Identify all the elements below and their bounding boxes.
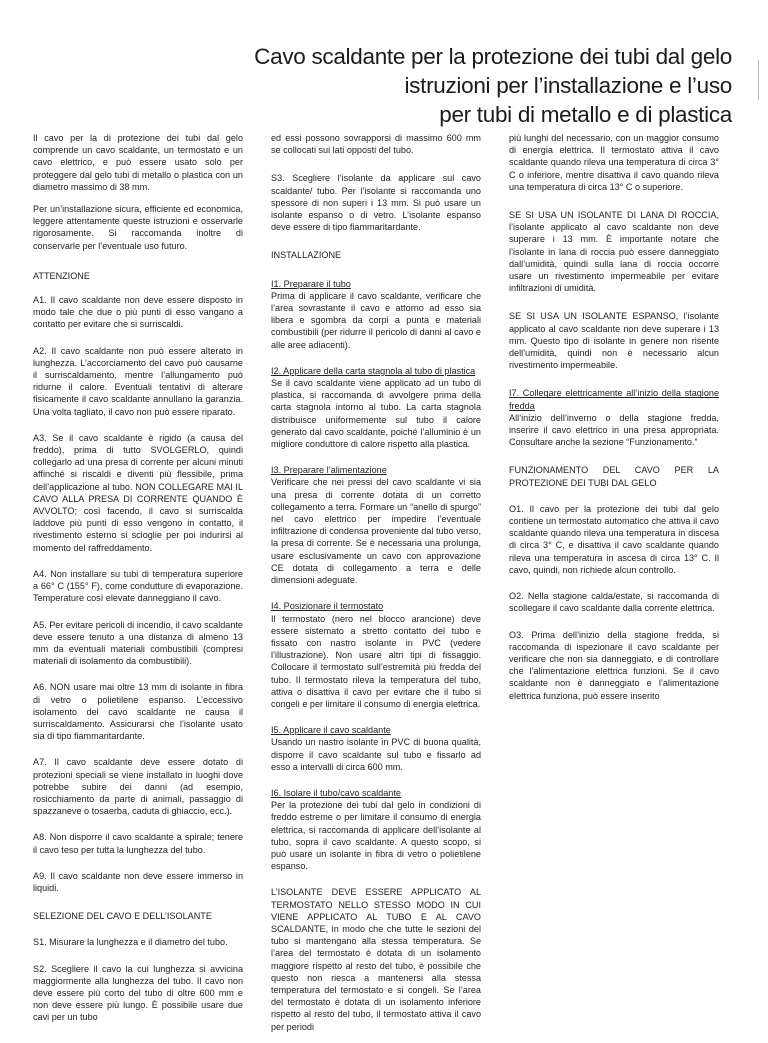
step-i4 xyxy=(271,600,481,710)
step-i2-text: Se il cavo scaldante viene applicato ad un tubo di plastica, si raccomanda di avvolgere prima della carta stagnola intorno al tubo. La carta stagnola distribuisce uniformemente sul tubo il calore generato dal cavo scaldante, poiché l’alluminio è un migliore conduttore di calore rispetto alla plastica. xyxy=(271,378,481,450)
step-i7-text: All’inizio dell’inverno o della stagione fredda, inserire il cavo elettrico in una presa appropriata. Consultare anche la sezione “Funzionamento.” xyxy=(509,412,719,448)
warning-a7: A7. Il cavo scaldante deve essere dotato di protezioni speciali se viene installato in luoghi dove potrebbe subire dei danni (ad esempio, rosicchiamento da parte di animali, passaggio di spazzaneve o tosaerba, caduta di ghiaccio, ecc.). xyxy=(33,757,243,817)
operation-o2: O2. Nella stagione calda/estate, si raccomanda di scollegare il cavo scaldante dalla corrente elettrica. xyxy=(509,591,719,614)
step-s1: S1. Misurare la lunghezza e il diametro del tubo. xyxy=(33,937,228,948)
step-i3-text: Verificare che nei pressi del cavo scaldante vi sia una presa di corrente dotata di un corretto collegamento a terra. Formare un “anello di spurgo” nel cavo elettrico per impedire l’eventuale infiltrazione di condensa proveniente dal tubo verso, la presa di corrente. Se è necessaria una prolunga, usare esclusivamente un cavo con approvazione CE dotata di collegamento a terra e delle dimensioni adeguate. xyxy=(271,477,481,586)
step-i5 xyxy=(271,724,481,773)
title-line-2: istruzioni per l’installazione e l’uso xyxy=(404,73,732,98)
title-line-1: Cavo scaldante per la protezione dei tubi dal gelo xyxy=(254,44,732,69)
step-i7-title: I7. Collegare elettricamente all’inizio della stagione fredda xyxy=(509,388,719,411)
continued-paragraph: ed essi possono sovrapporsi di massimo 600 mm se collocati sui lati opposti del tubo. xyxy=(271,133,481,156)
warning-a5: A5. Per evitare pericoli di incendio, il cavo scaldante deve essere tenuto a una distanza di almeno 13 mm da eventuali materiali combustibili (compresi materiali di isolamento da combustibili). xyxy=(33,619,243,667)
section-heading-installazione: INSTALLAZIONE xyxy=(271,250,342,261)
step-i3-title: I3. Preparare l’alimentazione xyxy=(271,465,387,476)
title-line-3: per tubi di metallo e di plastica xyxy=(439,102,732,127)
step-i6 xyxy=(271,787,481,872)
section-heading-attenzione: ATTENZIONE xyxy=(33,270,90,281)
warning-a2: A2. Il cavo scaldante non può essere alterato in lunghezza. L’accorciamento del cavo può causarne il surriscaldamento, mentre l’allungamento può ridurne il calore. Eventuali tentativi di alterare fisicamente il cavo scaldante annullano la garanzia. Una volta tagliato, il cavo non può essere riparato. xyxy=(33,345,243,417)
step-i6-text: Per la protezione dei tubi dal gelo in condizioni di freddo estreme o per limitare il consumo di energia elettrica, si raccomanda di applicare dell’isolante al tubo, sopra il cavo scaldante. A questo scopo, si può usare un isolante in fibra di vetro o polietilene espanso. xyxy=(271,800,481,872)
step-i6-title: I6. Isolare il tubo/cavo scaldante xyxy=(271,787,401,798)
warning-a8: A8. Non disporre il cavo scaldante a spirale; tenere il cavo teso per tutta la lunghezza del tubo. xyxy=(33,832,243,855)
step-i2 xyxy=(271,365,481,450)
step-i5-title: I5. Applicare il cavo scaldante xyxy=(271,725,391,736)
step-i1-title: I1. Preparare il tubo xyxy=(271,278,351,289)
step-i2-title: I2. Applicare della carta stagnola al tubo di plastica xyxy=(271,365,476,376)
step-i4-text: Il termostato (nero nel blocco arancione) deve essere sistemato a stretto contatto del tubo e fissato con nastro isolante in PVC (vedere l’illustrazione). Non usare altri tipi di fissaggio. Collocare il termostato sull’estremità più fredda del tubo. Il termostato rileva la temperatura del tubo, attiva o disattiva il cavo per evitare che il tubo si congeli e per limitare il consumo di energia elettrica. xyxy=(271,613,481,709)
step-i7 xyxy=(509,387,719,448)
espanso-paragraph: SE SI USA UN ISOLANTE ESPANSO, l’isolante applicato al cavo scaldante non deve superare i 13 mm. Questo tipo di isolante in genere non risente dell’umidità, quindi non è necessario alcun rivestimento impermeabile. xyxy=(509,311,719,371)
section-heading-selezione: SELEZIONE DEL CAVO E DELL’ISOLANTE xyxy=(33,911,212,922)
step-i3 xyxy=(271,464,481,586)
warning-a3: A3. Se il cavo scaldante è rigido (a causa del freddo), prima di tutto SVOLGERLO, quindi collegarlo ad una presa di corrente per alcuni minuti affinché si riscaldi e diventi più flessibile, prima dell’applicazione al tubo. NON COLLEGARE MAI IL CAVO ALLA PRESA DI CORRENTE QUANDO È AVVOLTO; così facendo, il cavo si surriscalda laddove più punti di esso vengono in contatto, il rivestimento esterno si scioglie per poi indurirsi al momento del raffreddamento. xyxy=(33,432,243,553)
section-heading-funzionamento: FUNZIONAMENTO DEL CAVO PER LA PROTEZIONE DEI TUBI DAL GELO xyxy=(509,465,719,488)
column-2 xyxy=(271,132,481,1043)
operation-o3: O3. Prima dell’inizio della stagione fredda, si raccomanda di ispezionare il cavo scaldante per verificare che non sia danneggiato, e di controllare che l’alimentazione elettrica funzioni. Se il cavo scaldante non è danneggiato e l’alimentazione elettrica funziona, può essere inserito xyxy=(509,629,719,701)
column-1 xyxy=(33,132,243,1034)
edge-mark xyxy=(758,60,759,100)
step-i5-text: Usando un nastro isolante in PVC di buona qualità, disporre il cavo scaldante sul tubo e fissarlo ad esso a intervalli di circa 600 mm. xyxy=(271,737,481,772)
step-i1-text: Prima di applicare il cavo scaldante, verificare che l’area sovrastante il cavo e attorno ad esso sia libera e sgombra da corpi a punta e materiali combustibili (per ridurre il pericolo di danni al cavo e alle aree adiacenti). xyxy=(271,290,481,350)
roccia-paragraph: SE SI USA UN ISOLANTE DI LANA DI ROCCIA, l’isolante applicato al cavo scaldante non deve superare i 13 mm. È importante notare che l’isolante in lana di roccia può essere danneggiato dall’umidità, quindi sulla lana di roccia occorre usare un rivestimento impermeabile per evitare infiltrazioni di umidità. xyxy=(509,210,719,294)
step-i4-title: I4. Posizionare il termostato xyxy=(271,601,384,612)
intro-paragraph: Per un’installazione sicura, efficiente ed economica, leggere attentamente queste istruzioni e osservarle rigorosamente. Si raccomanda inoltre di conservarle per l’eventuale uso futuro. xyxy=(33,204,243,251)
warning-a1: A1. Il cavo scaldante non deve essere disposto in modo tale che due o più punti di esso vangano a contatto per evitare che si surriscaldi. xyxy=(33,295,243,330)
step-s2: S2. Scegliere il cavo la cui lunghezza si avvicina maggiormente alla lunghezza del tubo. Il cavo non deve essere più corto del tubo di oltre 600 mm e non deve essere più lungo. È possibile usare due cavi per un tubo xyxy=(33,963,243,1023)
document-title xyxy=(132,42,732,129)
step-i1 xyxy=(271,278,481,351)
isolante-paragraph: L’ISOLANTE DEVE ESSERE APPLICATO AL TERMOSTATO NELLO STESSO MODO IN CUI VIENE APPLICATO AL TUBO E AL CAVO SCALDANTE, in modo che che tutte le sezioni del tubo si mantengano alla stessa temperatura. Se l’area del termostato è dotata di un isolamento maggiore rispetto al resto del tubo, è possibile che questo non riesca a mantenersi alla stessa temperatura del termostato e si congeli. Se l’area del termostato è dotata di un isolamento inferiore rispetto al resto del tubo, il termostato attiva il cavo per periodi xyxy=(271,887,481,1032)
step-s3: S3. Scegliere l’isolante da applicare sul cavo scaldante/ tubo. Per l’isolante si raccomanda uno spessore di non superi i 13 mm. Si può usare un isolante espanso o di vetro. L’isolante espanso deve essere di tipo fiammaritardante. xyxy=(271,173,481,233)
warning-a4: A4. Non installare su tubi di temperatura superiore a 66° C (155° F), come condutture di evaporazione. Temperature così elevate danneggiano il cavo. xyxy=(33,568,243,604)
intro-paragraph: Il cavo per la di protezione dei tubi dal gelo comprende un cavo scaldante, un termostato e un cavo elettrico, e può essere usato solo per proteggere dal gelo tubi di metallo o plastica con un diametro massimo di 38 mm. xyxy=(33,133,243,192)
operation-o1: O1. Il cavo per la protezione dei tubi dal gelo contiene un termostato automatico che attiva il cavo scaldante quando rileva una temperatura in discesa di circa 3° C, e disattiva il cavo scaldante quando rileva una temperatura in ascesa di circa 13° C. Il cavo, quindi, non richiede alcun controllo. xyxy=(509,503,719,575)
column-3 xyxy=(509,132,719,712)
continued-paragraph: più lunghi del necessario, con un maggior consumo di energia elettrica. Il termostato attiva il cavo scaldante quando rileva una temperatura di circa 3° C o inferiore, mentre disattiva il cavo quando rileva una temperatura di circa 13° C o superiore. xyxy=(509,133,719,192)
warning-a9: A9. Il cavo scaldante non deve essere immerso in liquidi. xyxy=(33,870,243,893)
warning-a6: A6. NON usare mai oltre 13 mm di isolante in fibra di vetro o polietilene espanso. L’eccessivo isolamento del cavo scaldante ne causa il surriscaldamento. Assicurarsi che l’isolante usato sia di tipo fiammaritardante. xyxy=(33,682,243,742)
